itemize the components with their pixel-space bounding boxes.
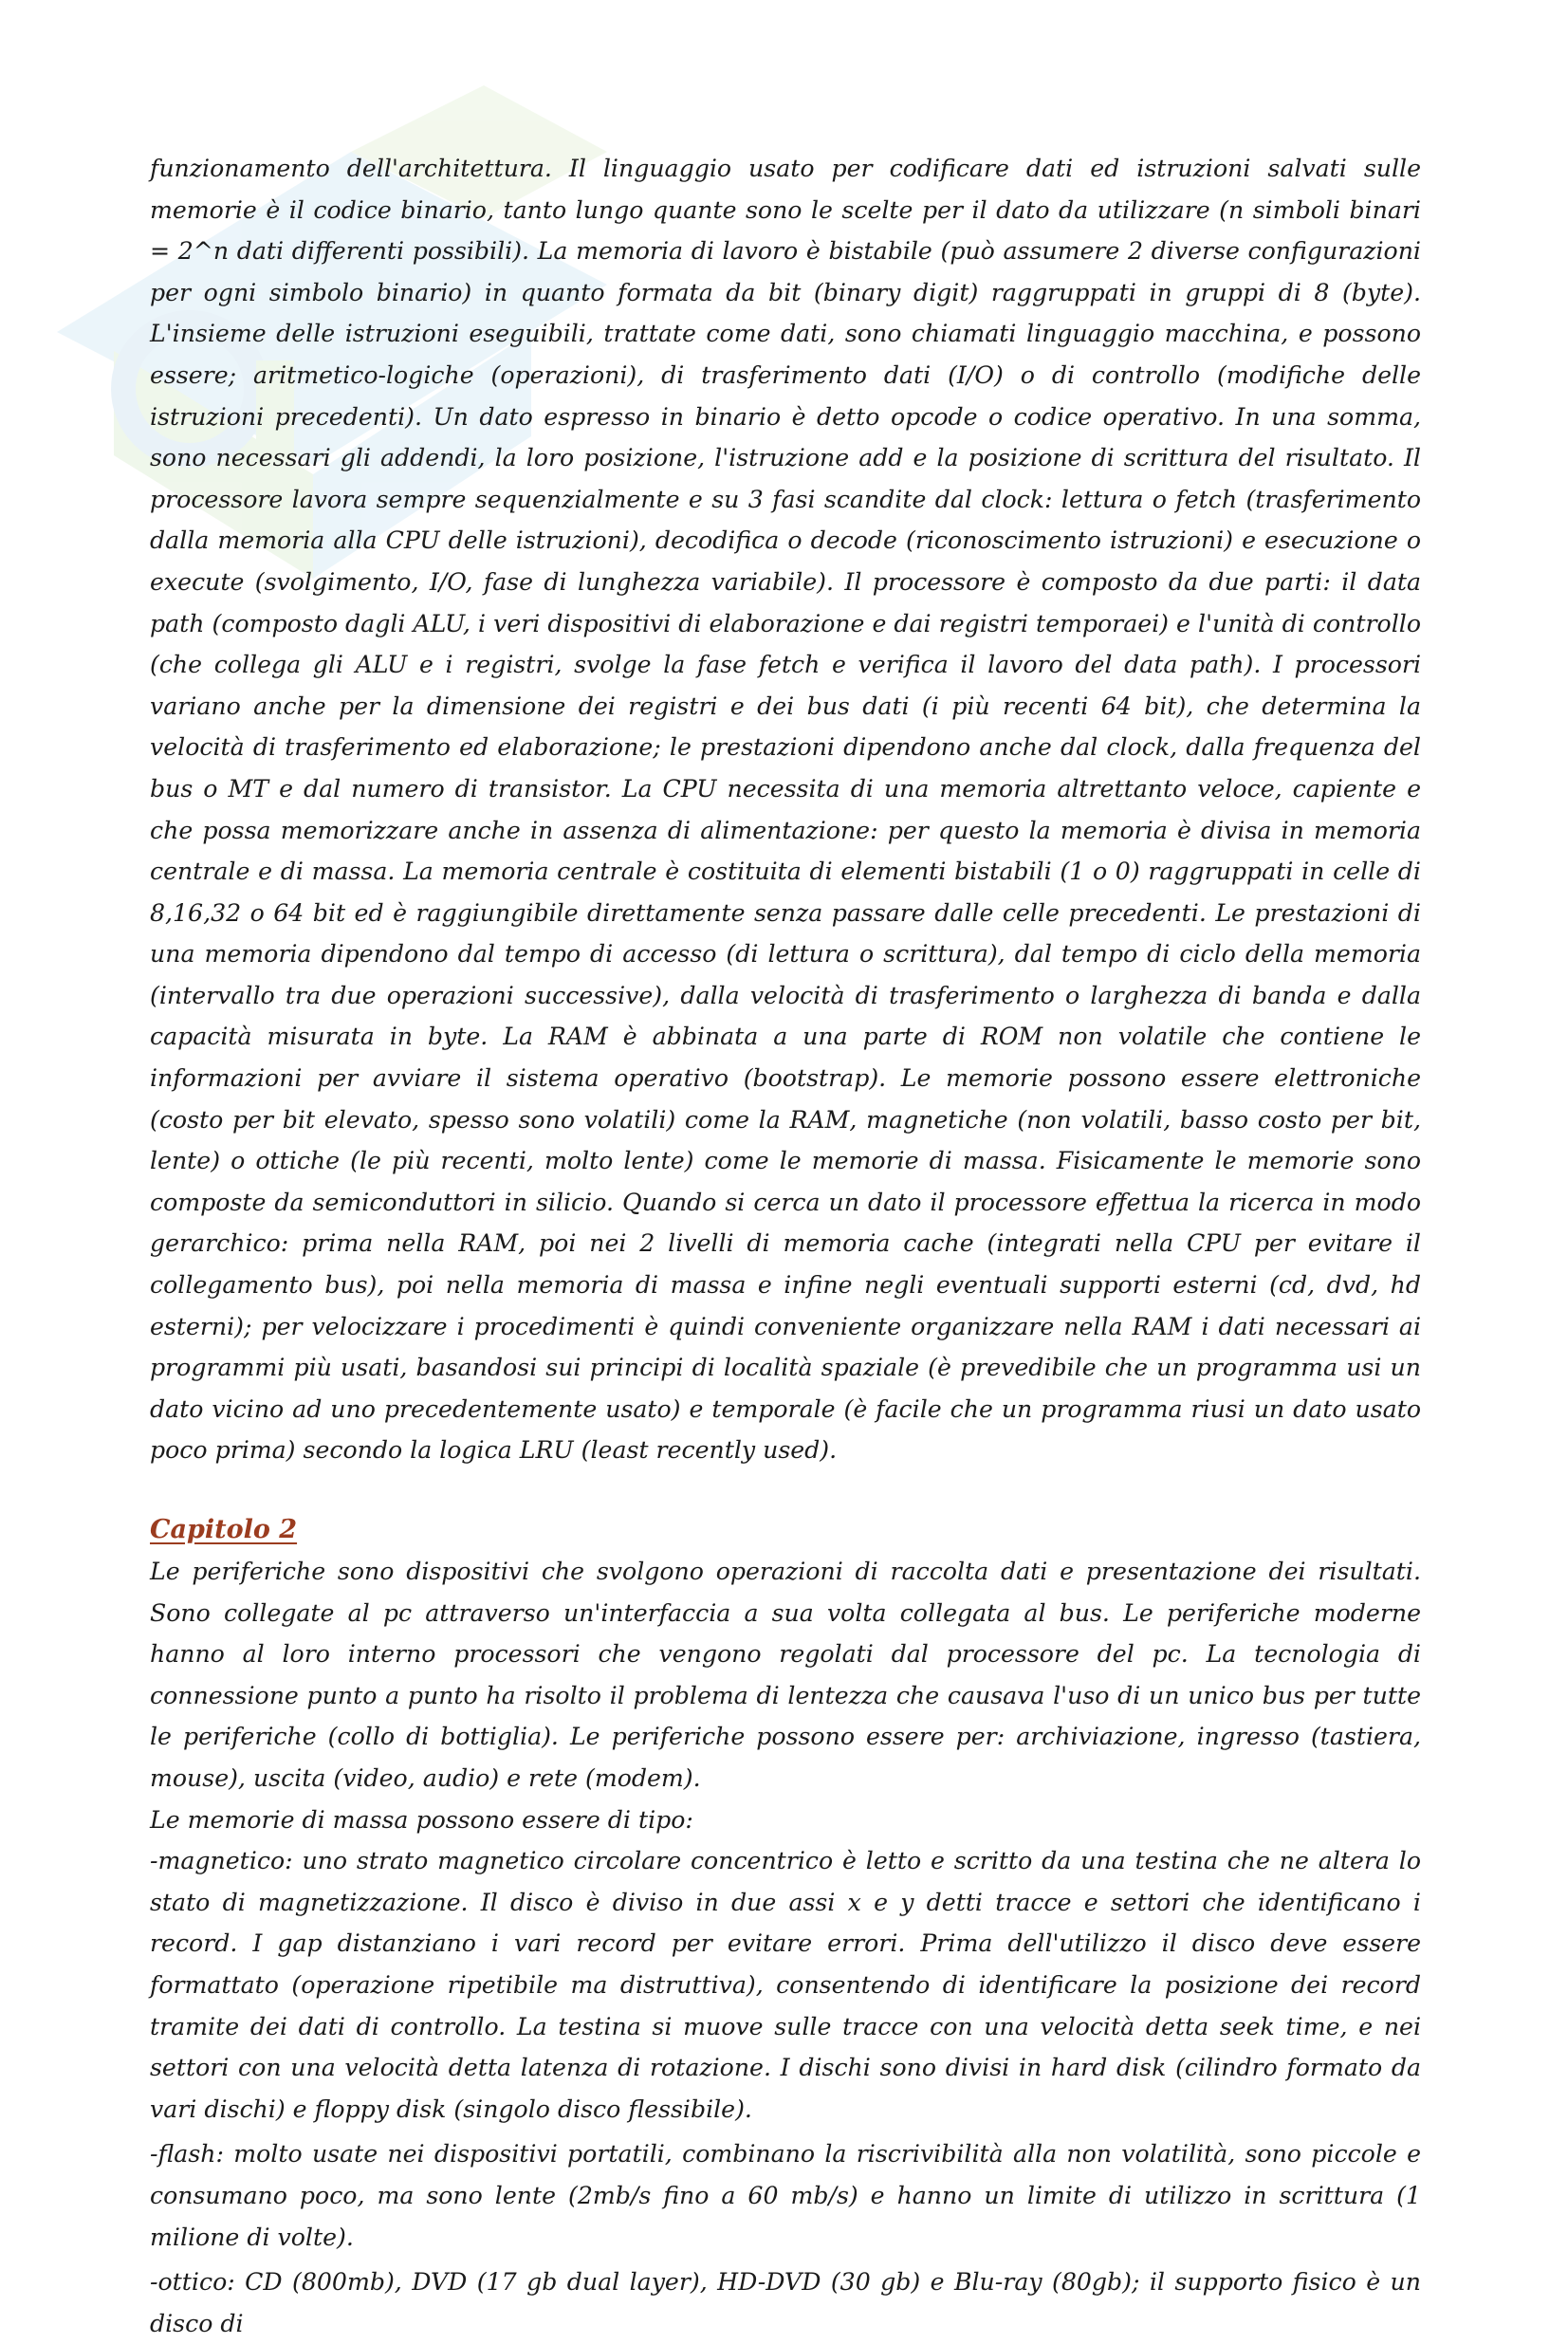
- peripherals-paragraph: Le periferiche sono dispositivi che svolgono operazioni di raccolta dati e presentazione dei risultati. Sono collegate al pc attraverso un'interfaccia a sua volta collegata al bus. Le periferiche moderne hanno al loro interno processori che vengono regolati dal processore del pc. La tecnologia di connessione punto a punto ha risolto il problema di lentezza che causava l'uso di un unico bus per tutte le periferiche (collo di bottiglia). Le periferiche possono essere per: archiviazione, ingresso (tastiera, mouse), uscita (video, audio) e rete (modem).: [150, 1558, 1421, 1792]
- document-page: [150, 148, 1421, 2344]
- mass-memory-intro: Le memorie di massa possono essere di tipo:: [150, 1805, 693, 1834]
- flash-memory-paragraph: -flash: molto usate nei dispositivi portatili, combinano la riscrivibilità alla non volatilità, sono piccole e consumano poco, ma sono lente (2mb/s fino a 60 mb/s) e hanno un limite di utilizzo in scrittura (1 milione di volte).: [150, 2140, 1421, 2251]
- optical-memory-paragraph: -ottico: CD (800mb), DVD (17 gb dual layer), HD-DVD (30 gb) e Blu-ray (80gb); il supporto fisico è un disco di: [150, 2268, 1421, 2337]
- chapter-heading: Capitolo 2: [150, 1515, 298, 1544]
- magnetic-memory-paragraph: -magnetico: uno strato magnetico circolare concentrico è letto e scritto da una testina che ne altera lo stato di magnetizzazione. Il disco è diviso in due assi x e y detti tracce e settori che identificano i record. I gap distanziano i vari record per evitare errori. Prima dell'utilizzo il disco deve essere formattato (operazione ripetibile ma distruttiva), consentendo di identificare la posizione dei record tramite dei dati di controllo. La testina si muove sulle tracce con una velocità detta seek time, e nei settori con una velocità detta latenza di rotazione. I dischi sono divisi in hard disk (cilindro formato da vari dischi) e floppy disk (singolo disco flessibile).: [150, 1847, 1421, 2123]
- intro-paragraph: funzionamento dell'architettura. Il linguaggio usato per codificare dati ed istruzioni salvati sulle memorie è il codice binario, tanto lungo quante sono le scelte per il dato da utilizzare (n simboli binari = 2^n dati differenti possibili). La memoria di lavoro è bistabile (può assumere 2 diverse configurazioni per ogni simbolo binario) in quanto formata da bit (binary digit) raggruppati in gruppi di 8 (byte). L'insieme delle istruzioni eseguibili, trattate come dati, sono chiamati linguaggio macchina, e possono essere; aritmetico-logiche (operazioni), di trasferimento dati (I/O) o di controllo (modifiche delle istruzioni precedenti). Un dato espresso in binario è detto opcode o codice operativo. In una somma, sono necessari gli addendi, la loro posizione, l'istruzione add e la posizione di scrittura del risultato. Il processore lavora sempre sequenzialmente e su 3 fasi scandite dal clock: lettura o fetch (trasferimento dalla memoria alla CPU delle istruzioni), decodifica o decode (riconoscimento istruzioni) e esecuzione o execute (svolgimento, I/O, fase di lunghezza variabile). Il processore è composto da due parti: il data path (composto dagli ALU, i veri dispositivi di elaborazione e dai registri temporaei) e l'unità di controllo (che collega gli ALU e i registri, svolge la fase fetch e verifica il lavoro del data path). I processori variano anche per la dimensione dei registri e dei bus dati (i più recenti 64 bit), che determina la velocità di trasferimento ed elaborazione; le prestazioni dipendono anche dal clock, dalla frequenza del bus o MT e dal numero di transistor. La CPU necessita di una memoria altrettanto veloce, capiente e che possa memorizzare anche in assenza di alimentazione: per questo la memoria è divisa in memoria centrale e di massa. La memoria centrale è costituita di elementi bistabili (1 o 0) raggruppati in celle di 8,16,32 o 64 bit ed è raggiungibile direttamente senza passare dalle celle precedenti. Le prestazioni di una memoria dipendono dal tempo di accesso (di lettura o scrittura), dal tempo di ciclo della memoria (intervallo tra due operazioni successive), dalla velocità di trasferimento o larghezza di banda e dalla capacità misurata in byte. La RAM è abbinata a una parte di ROM non volatile che contiene le informazioni per avviare il sistema operativo (bootstrap). Le memorie possono essere elettroniche (costo per bit elevato, spesso sono volatili) come la RAM, magnetiche (non volatili, basso costo per bit, lente) o ottiche (le più recenti, molto lente) come le memorie di massa. Fisicamente le memorie sono composte da semiconduttori in silicio. Quando si cerca un dato il processore effettua la ricerca in modo gerarchico: prima nella RAM, poi nei 2 livelli di memoria cache (integrati nella CPU per evitare il collegamento bus), poi nella memoria di massa e infine negli eventuali supporti esterni (cd, dvd, hd esterni); per velocizzare i procedimenti è quindi conveniente organizzare nella RAM i dati necessari ai programmi più usati, basandosi sui principi di località spaziale (è prevedibile che un programma usi un dato vicino ad uno precedentemente usato) e temporale (è facile che un programma riusi un dato usato poco prima) secondo la logica LRU (least recently used).: [150, 155, 1421, 1465]
